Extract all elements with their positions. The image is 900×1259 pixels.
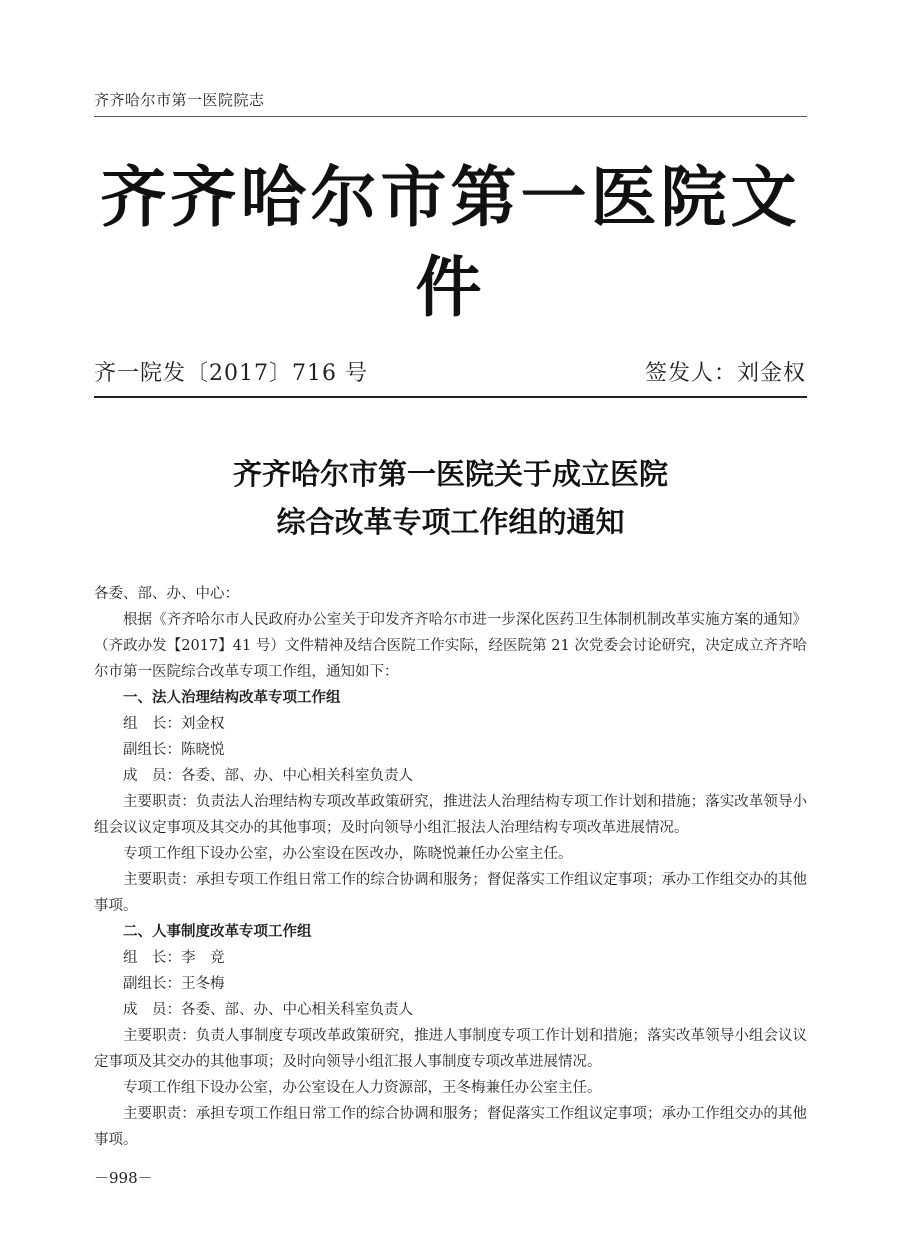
section-2-office: 专项工作组下设办公室，办公室设在人力资源部，王冬梅兼任办公室主任。: [123, 1080, 602, 1096]
section-1-duties: 主要职责：负责法人治理结构专项改革政策研究，推进法人治理结构专项工作计划和措施；落实改革领导小组会议议定事项及其交办的其他事项；及时向领导小组汇报法人治理结构专项改革进展情况。: [94, 794, 807, 836]
section-1-members: 成 员：各委、部、办、中心相关科室负责人: [123, 768, 413, 784]
document-title: 齐齐哈尔市第一医院文件: [100, 158, 801, 326]
header-divider: [94, 116, 807, 117]
section-2-members: 成 员：各委、部、办、中心相关科室负责人: [123, 1002, 413, 1018]
signer: [645, 356, 806, 387]
section-1-leader: 组 长：刘金权: [123, 716, 225, 732]
section-1-heading: 一、法人治理结构改革专项工作组: [123, 690, 341, 706]
page-number: －998－: [94, 1169, 153, 1187]
signer-name: 刘金权: [736, 361, 806, 386]
section-2-heading: 二、人事制度改革专项工作组: [123, 924, 312, 940]
section-2-office-duties: 主要职责：承担专项工作组日常工作的综合协调和服务；督促落实工作组议定事项；承办工作组交办的其他事项。: [94, 1106, 807, 1148]
intro-paragraph: 根据《齐齐哈尔市人民政府办公室关于印发齐齐哈尔市进一步深化医药卫生体制机制改革实施方案的通知》（齐政办发【2017】41 号）文件精神及结合医院工作实际，经医院第 21 次党委会讨论研究，决定成立齐齐哈尔市第一医院综合改革专项工作组，通知如下：: [94, 612, 807, 680]
notice-body: [94, 581, 807, 1153]
notice-title-line-2: 综合改革专项工作组的通知: [276, 505, 625, 539]
section-1-office: 专项工作组下设办公室，办公室设在医改办，陈晓悦兼任办公室主任。: [123, 846, 573, 862]
signer-label: 签发人：: [644, 361, 737, 386]
document-number: 齐一院发〔2017〕716 号: [94, 361, 368, 386]
document-divider: [94, 396, 807, 398]
salutation: 各委、部、办、中心：: [94, 586, 239, 602]
notice-title-line-1: 齐齐哈尔市第一医院关于成立医院: [232, 457, 668, 491]
section-2-duties: 主要职责：负责人事制度专项改革政策研究，推进人事制度专项工作计划和措施；落实改革领导小组会议议定事项及其交办的其他事项；及时向领导小组汇报人事制度专项改革进展情况。: [94, 1028, 807, 1070]
section-2-deputy: 副组长：王冬梅: [123, 976, 225, 992]
running-header: 齐齐哈尔市第一医院院志: [94, 91, 265, 109]
section-2-leader: 组 长：李 竞: [123, 950, 225, 966]
section-1-deputy: 副组长：陈晓悦: [123, 742, 225, 758]
section-1-office-duties: 主要职责：承担专项工作组日常工作的综合协调和服务；督促落实工作组议定事项；承办工作组交办的其他事项。: [94, 872, 807, 914]
notice-title: [94, 450, 807, 546]
